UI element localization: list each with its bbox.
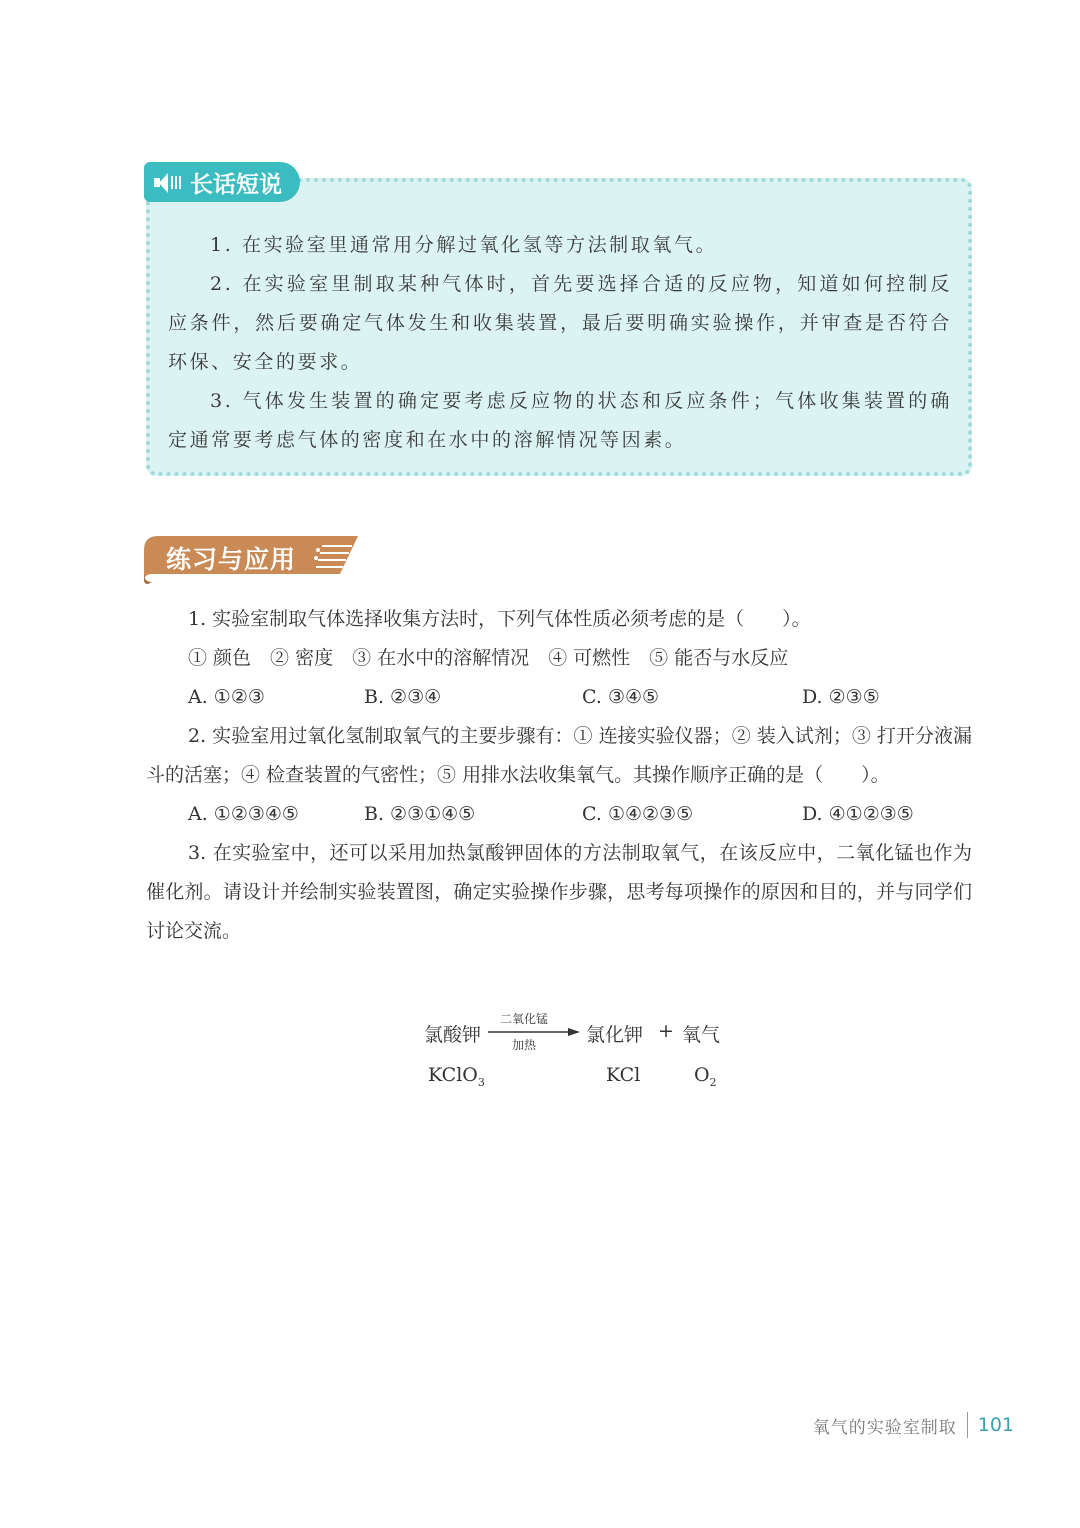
summary-text xyxy=(168,226,952,460)
summary-item: 3. 气体发生装置的确定要考虑反应物的状态和反应条件；气体收集装置的确定通常要考虑气体的密度和在水中的溶解情况等因素。 xyxy=(168,390,952,451)
page-footer xyxy=(813,1412,1014,1438)
page-number: 101 xyxy=(977,1414,1014,1436)
reactant-name: 氯酸钾 xyxy=(424,1024,482,1046)
q1-options xyxy=(146,678,972,717)
questions xyxy=(146,600,972,951)
speaker-icon xyxy=(154,172,182,192)
q2-option-d: D. ④①②③⑤ xyxy=(802,803,914,825)
product2-name: 氧气 xyxy=(682,1024,721,1046)
product1-formula: KCl xyxy=(606,1064,641,1086)
q2-option-c: C. ①④②③⑤ xyxy=(582,803,694,825)
q1-option-b: B. ②③④ xyxy=(364,686,442,708)
q2-option-a: A. ①②③④⑤ xyxy=(188,803,299,825)
plus-sign: + xyxy=(658,1020,674,1042)
summary-title: 长话短说 xyxy=(190,171,282,198)
product1-name: 氯化钾 xyxy=(586,1024,644,1046)
q3-stem: 3. 在实验室中，还可以采用加热氯酸钾固体的方法制取氧气，在该反应中，二氧化锰也作为催化剂。请设计并绘制实验装置图，确定实验操作步骤，思考每项操作的原因和目的，并与同学们讨论交流。 xyxy=(146,842,972,942)
condition-label: 加热 xyxy=(512,1038,537,1052)
q1-option-d: D. ②③⑤ xyxy=(802,686,880,708)
reactant-formula: KClO$_3$ xyxy=(428,1064,485,1089)
q1-stem: 1. 实验室制取气体选择收集方法时，下列气体性质必须考虑的是（ ）。 xyxy=(188,608,811,630)
summary-header xyxy=(144,162,300,202)
summary-item: 1. 在实验室里通常用分解过氧化氢等方法制取氧气。 xyxy=(210,234,718,256)
exercise-title: 练习与应用 xyxy=(166,545,297,574)
q1-option-a: A. ①②③ xyxy=(188,686,265,708)
catalyst-label: 二氧化锰 xyxy=(500,1012,549,1026)
q1-items: ① 颜色 ② 密度 ③ 在水中的溶解情况 ④ 可燃性 ⑤ 能否与水反应 xyxy=(188,647,789,669)
product2-formula: $O_2$ xyxy=(694,1064,717,1089)
q1-option-c: C. ③④⑤ xyxy=(582,686,660,708)
q2-stem: 2. 实验室用过氧化氢制取氧气的主要步骤有：① 连接实验仪器；② 装入试剂；③ 打开分液漏斗的活塞；④ 检查装置的气密性；⑤ 用排水法收集氧气。其操作顺序正确的是（ ）。 xyxy=(146,725,972,786)
footer-divider xyxy=(967,1412,968,1438)
summary-item: 2. 在实验室里制取某种气体时，首先要选择合适的反应物，知道如何控制反应条件，然后要确定气体发生和收集装置，最后要明确实验操作，并审查是否符合环保、安全的要求。 xyxy=(168,273,952,373)
q2-options xyxy=(146,795,972,834)
q2-option-b: B. ②③①④⑤ xyxy=(364,803,476,825)
footer-section-title: 氧气的实验室制取 xyxy=(812,1417,957,1438)
reaction-equation xyxy=(424,1010,744,1100)
